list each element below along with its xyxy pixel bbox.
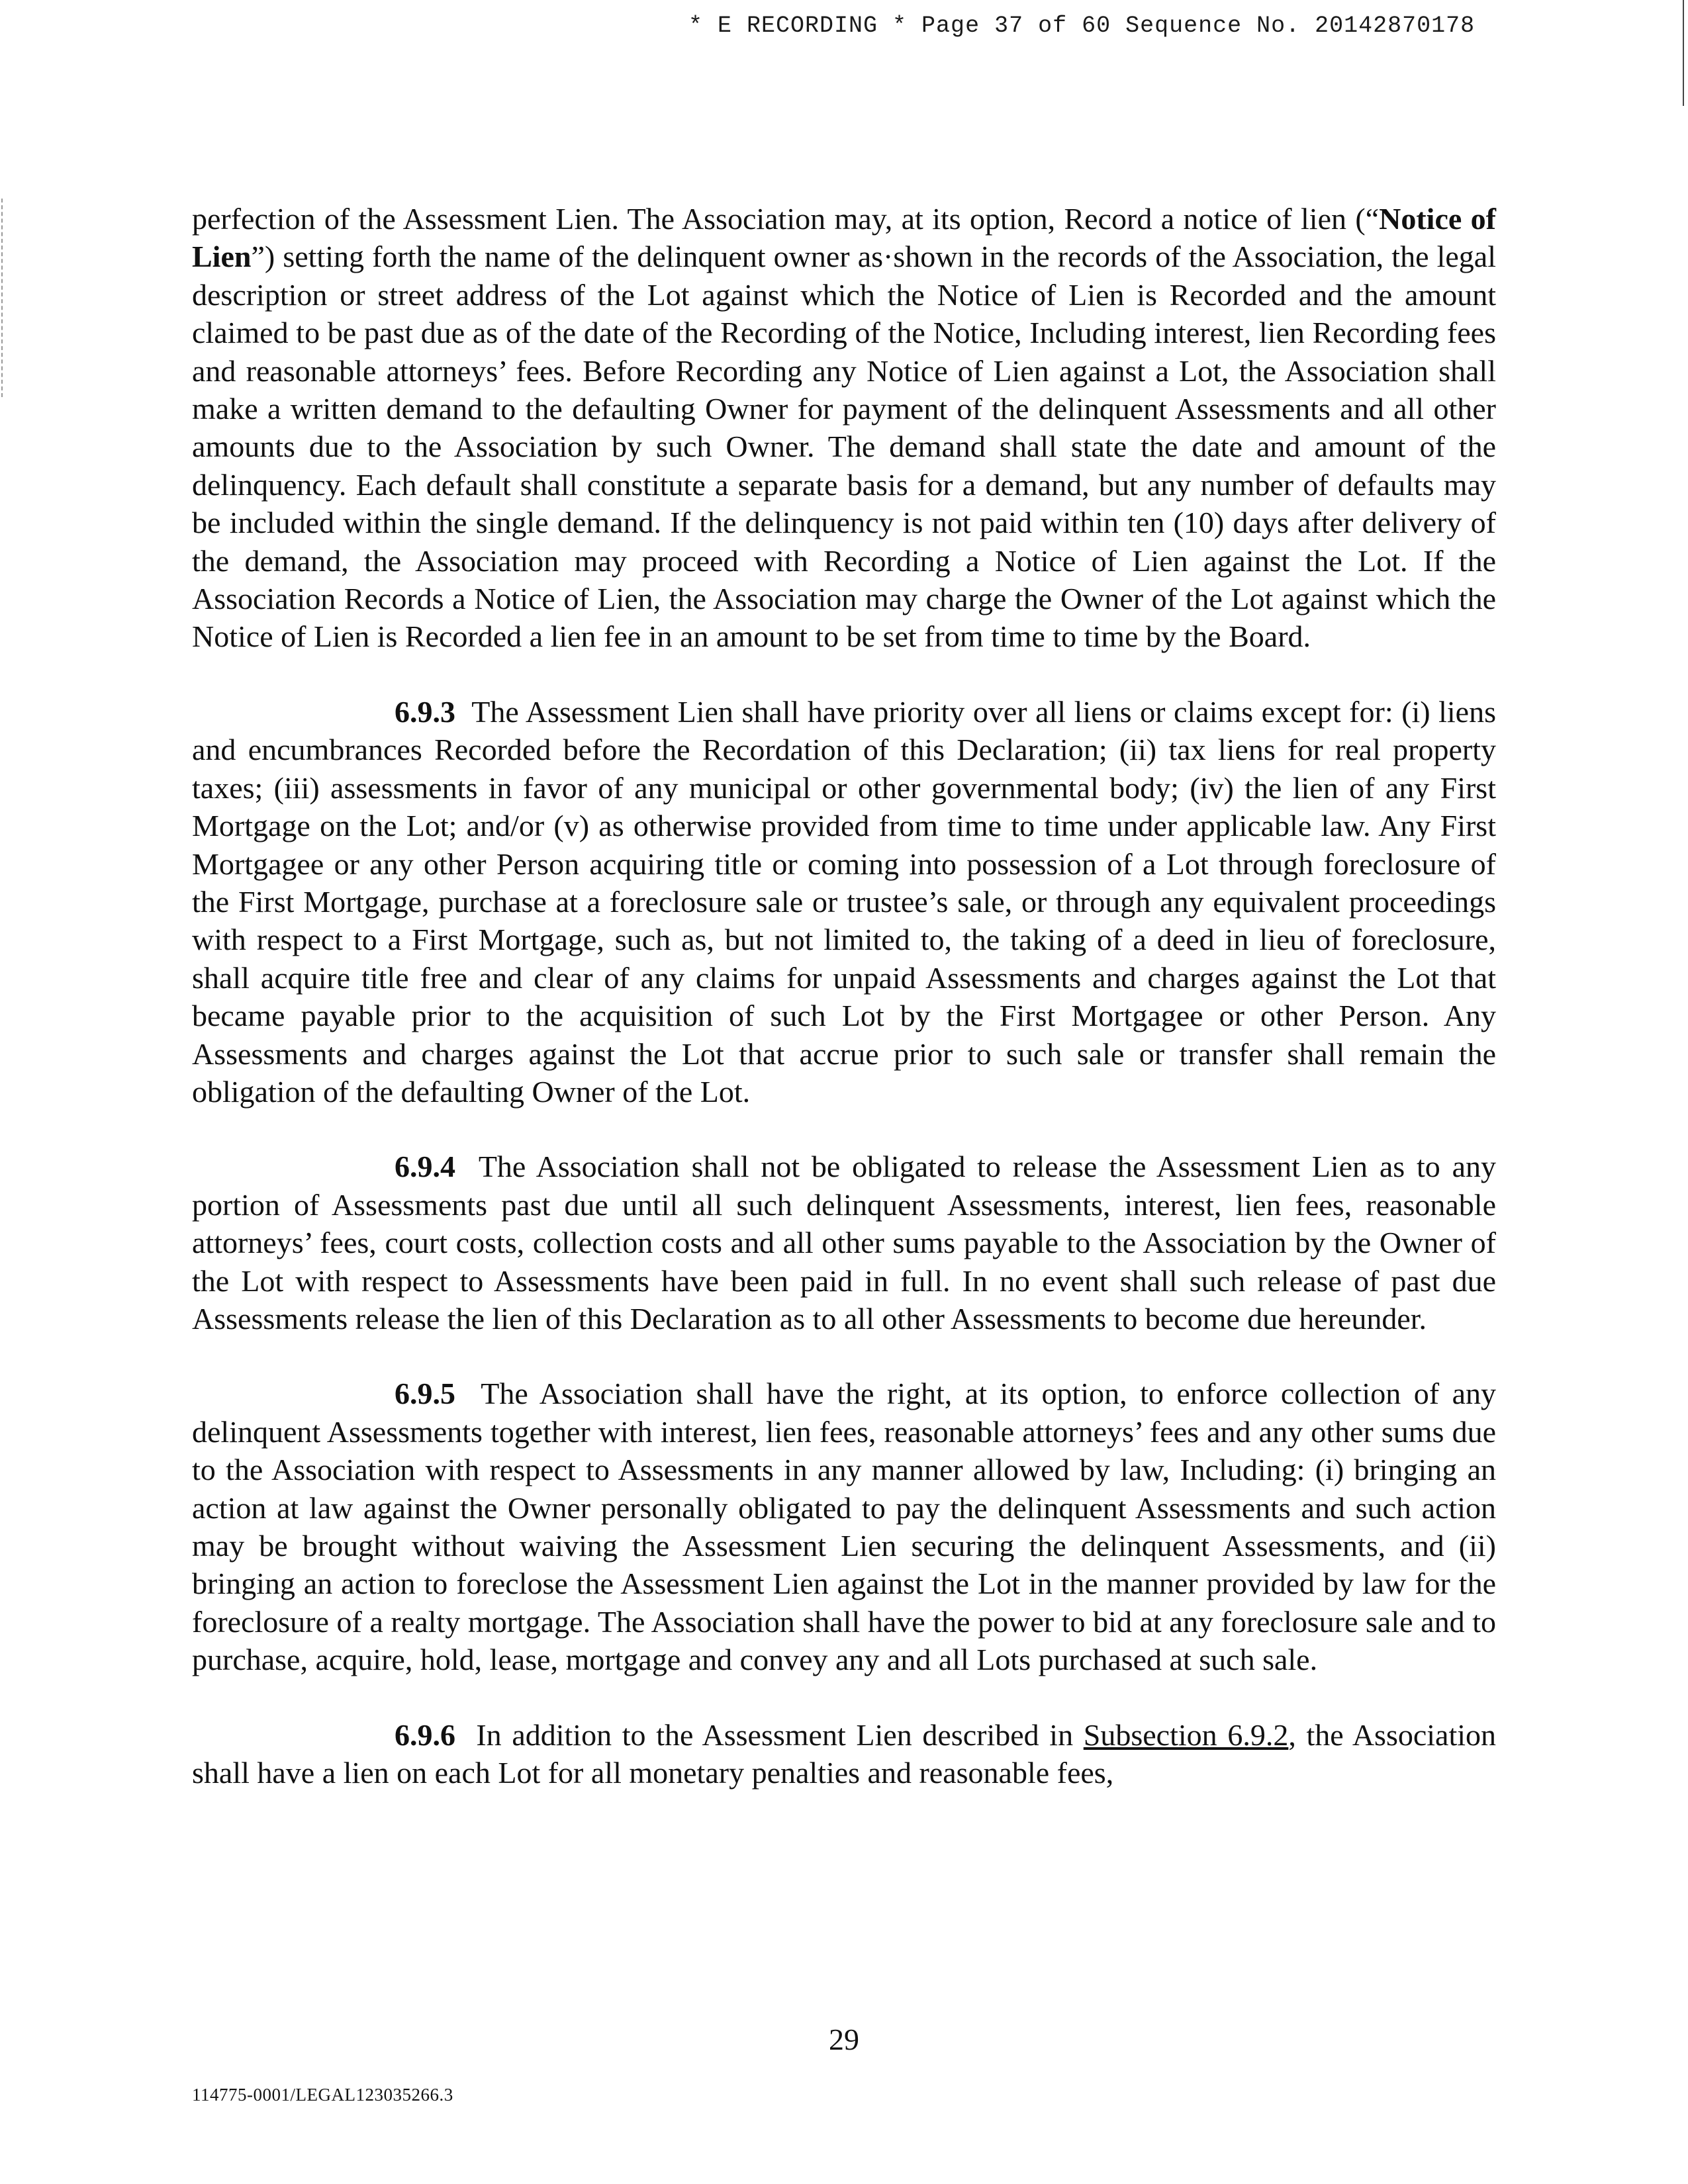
section-text: The Association shall not be obligated to release the Assessment Lien as to any portion of Assessments past due until all such delinquent Assessments, interest, lien fees, reasonable attorneys’ fees, court costs, collection costs and all other sums payable to the Association by the Owner of the Lot with respect to Assessments have been paid in full. In no event shall such release of past due Assessments release the lien of this Declaration as to all other Assessments to become due hereunder. (192, 1150, 1496, 1336)
section-text: In addition to the Assessment Lien described in (476, 1717, 1084, 1752)
paragraph-text: perfection of the Assessment Lien. The Association may, at its option, Record a notice of lien (“ (192, 202, 1380, 236)
section-6-9-6 (192, 1716, 1496, 1792)
paragraph-continuation (192, 200, 1496, 656)
section-text: , the Association shall have a lien on each Lot for all monetary penalties and reasonable fees, (192, 1717, 1497, 1790)
section-number: 6.9.5 (395, 1377, 455, 1411)
subsection-reference-link[interactable]: Subsection 6.9.2 (1083, 1717, 1289, 1752)
section-6-9-3 (192, 693, 1496, 1111)
document-id: 114775-0001/LEGAL123035266.3 (192, 2085, 453, 2105)
section-number: 6.9.3 (395, 694, 455, 729)
defined-term-notice-of-lien: Notice of Lien (192, 202, 1496, 274)
paragraph-text: ”) setting forth the name of the delinquent owner as·shown in the records of the Association, the legal description or street address of the Lot against which the Notice of Lien is Recorded and the amount claimed to be past due as of the date of the Recording of the Notice, Including interest, lien Recording fees and reasonable attorneys’ fees. Before Recording any Notice of Lien against a Lot, the Association shall make a written demand to the defaulting Owner for payment of the delinquent Assessments and all other amounts due to the Association by such Owner. The demand shall state the date and amount of the delinquency. Each default shall constitute a separate basis for a demand, but any number of defaults may be included within the single demand. If the delinquency is not paid within ten (10) days after delivery of the demand, the Association may proceed with Recording a Notice of Lien against the Lot. If the Association Records a Notice of Lien, the Association may charge the Owner of the Lot against which the Notice of Lien is Recorded a lien fee in an amount to be set from time to time by the Board. (192, 240, 1496, 654)
scan-edge-line (1683, 0, 1684, 106)
page-number: 29 (829, 2023, 859, 2056)
section-6-9-4 (192, 1148, 1496, 1338)
recording-header: * E RECORDING * Page 37 of 60 Sequence No. 20142870178 (688, 13, 1476, 39)
document-body (192, 200, 1496, 1829)
scan-edge-marks (1, 199, 4, 397)
section-text: The Association shall have the right, at its option, to enforce collection of any delinquent Assessments together with interest, lien fees, reasonable attorneys’ fees and any other sums due to the Association with respect to Assessments in any manner allowed by law, Including: (i) bringing an action at law against the Owner personally obligated to pay the delinquent Assessments and such action may be brought without waiving the Assessment Lien securing the delinquent Assessments, and (ii) bringing an action to foreclose the Assessment Lien against the Lot in the manner provided by law for the foreclosure of a realty mortgage. The Association shall have the power to bid at any foreclosure sale and to purchase, acquire, hold, lease, mortgage and convey any and all Lots purchased at such sale. (192, 1377, 1496, 1677)
section-number: 6.9.4 (395, 1150, 455, 1184)
section-number: 6.9.6 (395, 1717, 455, 1752)
section-6-9-5 (192, 1375, 1496, 1678)
section-text: The Assessment Lien shall have priority over all liens or claims except for: (i) liens and encumbrances Recorded before the Recordation of this Declaration; (ii) tax liens for real property taxes; (iii) assessments in favor of any municipal or other governmental body; (iv) the lien of any First Mortgage on the Lot; and/or (v) as otherwise provided from time to time under applicable law. Any First Mortgagee or any other Person acquiring title or coming into possession of a Lot through foreclosure of the First Mortgage, purchase at a foreclosure sale or trustee’s sale, or through any equivalent proceedings with respect to a First Mortgage, such as, but not limited to, the taking of a deed in lieu of foreclosure, shall acquire title free and clear of any claims for unpaid Assessments and charges against the Lot that became payable prior to the acquisition of such Lot by the First Mortgagee or other Person. Any Assessments and charges against the Lot that accrue prior to such sale or transfer shall remain the obligation of the defaulting Owner of the Lot. (192, 694, 1497, 1109)
